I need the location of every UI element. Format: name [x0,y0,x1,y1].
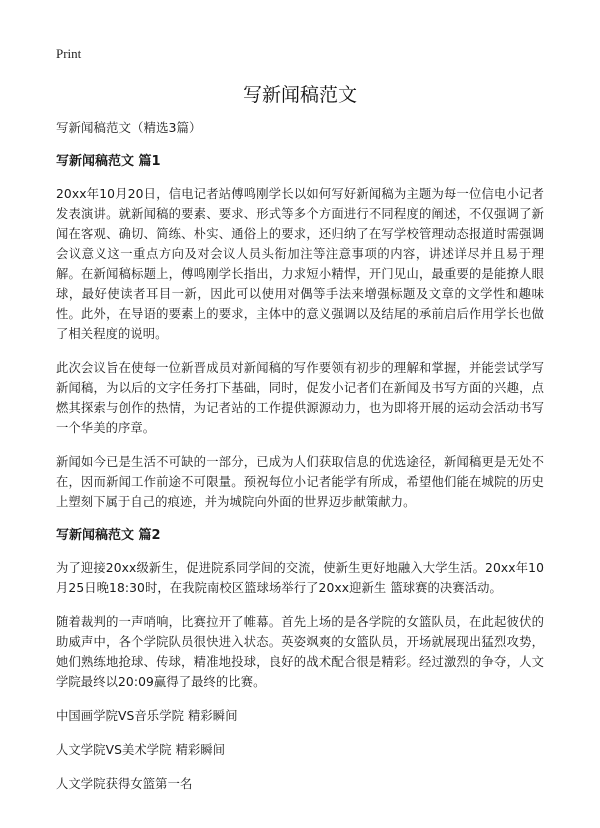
section-heading: 写新闻稿范文 篇1 [56,154,161,169]
paragraph: 中国画学院VS音乐学院 精彩瞬间 [56,709,238,723]
document-body [56,118,544,808]
paragraph: 人文学院VS美术学院 精彩瞬间 [56,743,226,757]
section-heading: 写新闻稿范文 篇2 [56,528,161,543]
page-title: 写新闻稿范文 [242,84,357,106]
paragraph: 随着裁判的一声哨响，比赛拉开了帷幕。首先上场的是各学院的女篮队员，在此起彼伏的助威声中，各个学院队员很快进入状态。英姿飒爽的女篮队员，开场就展现出猛烈攻势，她们熟练地抢球、传球，精准地投球，良好的战术配合很是精彩。经过激烈的争夺，人文学院最终以20:09赢得了最终的比赛。 [56,615,544,689]
print-link[interactable]: Print [56,46,82,61]
document-subtitle: 写新闻稿范文（精选3篇） [56,120,202,135]
section-1 [56,152,544,512]
paragraph: 为了迎接20xx级新生，促进院系同学间的交流，使新生更好地融入大学生活。20xx年10月25日晚18:30时，在我院南校区篮球场举行了20xx迎新生 篮球赛的决赛活动。 [56,561,544,595]
paragraph: 新闻如今已是生活不可缺的一部分，已成为人们获取信息的优选途径，新闻稿更是无处不在，因而新闻工作前途不可限量。预祝每位小记者能学有所成，希望他们能在城院的历史上塑刻下属于自己的痕迹，并为城院向外面的世界迈步献策献力。 [56,455,544,509]
paragraph: 20xx年10月20日，信电记者站傅鸣刚学长以如何写好新闻稿为主题为每一位信电小记者发表演讲。就新闻稿的要素、要求、形式等多个方面进行不同程度的阐述，不仅强调了新闻在客观、确切、简练、朴实、通俗上的要求，还归纳了在写学校管理动态报道时需强调会议意义这一重点方向及对会议人员头衔加注等注意事项的内容，讲述详尽并且易于理解。在新闻稿标题上，傅鸣刚学长指出，力求短小精悍，开门见山，最重要的是能撩人眼球，最好使读者耳目一新，因此可以使用对偶等手法来增强标题及文章的文学性和趣味性。此外，在导语的要素上的要求，主体中的意义强调以及结尾的承前启后作用学长也做了相关程度的说明。 [56,187,544,341]
paragraph: 此次会议旨在使每一位新晋成员对新闻稿的写作要领有初步的理解和掌握，并能尝试学写新闻稿，为以后的文字任务打下基础，同时，促发小记者们在新闻及书写方面的兴趣，点燃其探索与创作的热情，为记者站的工作提供源源动力，也为即将开展的运动会活动书写一个华美的序章。 [56,361,544,435]
paragraph: 人文学院获得女篮第一名 [56,777,193,791]
section-2 [56,526,544,794]
